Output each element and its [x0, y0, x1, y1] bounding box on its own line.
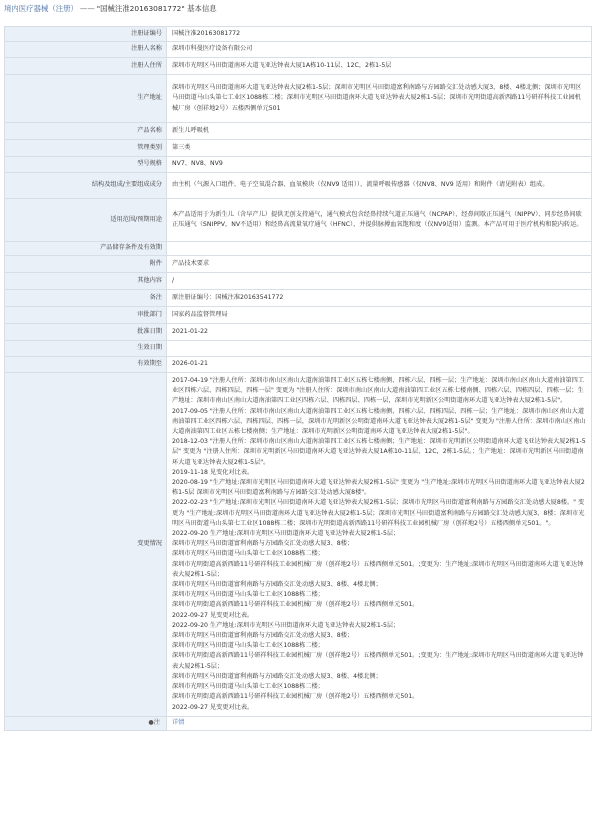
value-line: 国家药品监督管理局 [172, 310, 228, 318]
info-table [4, 26, 592, 731]
row-label: 审批部门 [5, 307, 167, 324]
row-value [167, 199, 592, 242]
value-line: 国械注准20163081772 [172, 29, 241, 37]
row-prod_addr [5, 75, 592, 123]
row-label: 变更情况 [5, 373, 167, 717]
row-label: 注册人住所 [5, 58, 167, 75]
value-line: 2022-09-20 生产地址:深圳市光明区马田街道南环大道飞亚达钟表大厦2栋1-5层； [172, 621, 400, 629]
value-line: 深圳市光明街道高新西路11号研祥科技工业园机械厂房（创祥地2号）五楼西侧单元501。;变更为：生产地址:深圳市光明区马田街道南环大道飞亚达钟表大厦2栋1-5层； [172, 652, 584, 670]
value-line: 深圳市光明区马田街道南环大道飞亚达钟表大厦2栋1-5层；深圳市光明区马田街道富利南路与方园路交汇处动感大厦3、8楼、4楼北侧；深圳市光明区马田街道马山头第七工业区1088栋二楼；深圳市光明区马田街道南环大道飞亚达钟表大厦2栋1-5层；深圳市光明街道高新西路11号研祥科技工业园机械厂房（创祥地2号）五楼西侧单元501 [172, 84, 582, 112]
row-registrant [5, 42, 592, 58]
row-address [5, 58, 592, 75]
row-value [167, 290, 592, 307]
row-label: 附件 [5, 256, 167, 273]
value-line: 2022-02-23 "生产地址:深圳市光明区马田街道南环大道飞亚达钟表大厦2栋1-5层；深圳市光明区马田街道富利南路与方园路交汇处动感大厦8楼。" 变更为 "生产地址:深圳市光明区马田街道南环大道飞亚达钟表大厦2栋1-5层；深圳市光明区马田街道富利南路与方园路交汇处动感大厦3、8楼；深圳市光明区马田街道马山头第七工业区1088栋二楼；深圳市光明街道高新西路11号研祥科技工业园机械厂房（创祥地2号）五楼西侧单元501。"。 [172, 499, 585, 527]
row-value [167, 58, 592, 75]
row-name [5, 123, 592, 140]
value-line: 2017-09-05 "注册人住所：深圳市南山区南山大道南油第四工业区五栋七楼南侧、四栋六层、四栋四层、四栋一层；生产地址：深圳市南山区南山大道南油第四工业区四栋六层、四栋四层、四栋一层，深圳市光明新区公明街道南环大道飞亚达钟表大厦2栋1-5层" 变更为 "注册人住所：深圳市南山区南山大道南油第四工业区五栋七楼南侧；生产地址：深圳市光明新区公明街道南环大道飞亚达钟表大厦2栋1-5层"。 [172, 407, 586, 436]
row-label: 注册人名称 [5, 42, 167, 58]
value-line: 产品技术要求 [172, 259, 210, 267]
value-line: 新生儿呼吸机 [172, 126, 210, 134]
value-line: 原注册证编号：国械注准20163541772 [172, 293, 284, 301]
row-value [167, 140, 592, 157]
row-value [167, 242, 592, 256]
value-line: 2026-01-21 [172, 360, 208, 368]
breadcrumb-root[interactable]: 境内医疗器械（注册） [4, 4, 78, 13]
row-class [5, 140, 592, 157]
value-line: 深圳市光明街道高新西路11号研祥科技工业园机械厂房（创祥地2号）五楼西侧单元501。;变更为：生产地址:深圳市光明区马田街道南环大道飞亚达钟表大厦2栋1-5层； [172, 560, 584, 578]
row-label: 生效日期 [5, 341, 167, 357]
value-line: 2019-11-18 见变化对比表。 [172, 468, 254, 476]
row-dept [5, 307, 592, 324]
row-value [167, 123, 592, 140]
row-model [5, 157, 592, 173]
value-line: 2020-08-19 "生产地址:深圳市光明区马田街道南环大道飞亚达钟表大厦2栋1-5层" 变更为 "生产地址:深圳市光明区马田街道南环大道飞亚达钟表大厦2栋1-5层 深圳市光明区马田街道富利南路与方园路交汇处动感大厦8楼"。 [172, 479, 585, 497]
row-value [167, 157, 592, 173]
value-line: 深圳市光明区马田街道马山头第七工业区1088栋二楼； [172, 683, 324, 691]
value-line: 2022-09-20 生产地址:深圳市光明区马田街道南环大道飞亚达钟表大厦2栋1-5层； [172, 530, 400, 538]
value-line: 深圳市光明区马田街道南环大道飞亚达钟表大厦1A栋10-11层、12C，2栋1-5层 [172, 61, 392, 69]
row-storage [5, 242, 592, 256]
row-label: 管理类别 [5, 140, 167, 157]
row-label: 生产地址 [5, 75, 167, 123]
row-label: 产品名称 [5, 123, 167, 140]
value-line: 2018-12-03 "注册人住所：深圳市南山区南山大道南油第四工业区五栋七楼南侧；生产地址：深圳市光明新区公明街道南环大道飞亚达钟表大厦2栋1-5层" 变更为 "注册人住所：深圳市光明新区马田街道南环大道飞亚达钟表大厦1A栋10-11层、12C，2栋1-5层。；生产地址：深圳市光明新区马田街道南环大道飞亚达钟表大厦2栋1-5层"。 [172, 438, 586, 466]
row-value [167, 324, 592, 341]
value-line: 第三类 [172, 143, 191, 151]
value-line: 由主机（气源入口组件、电子空氧混合器、血氧模块（仅NV9 适用））、流量呼吸传感器（仅NV8、NV9 适用）和附件（请见附表）组成。 [172, 181, 549, 189]
row-label: 适用范围/预期用途 [5, 199, 167, 242]
row-value [167, 373, 592, 717]
row-value [167, 75, 592, 123]
note-bullet: ●注 [148, 719, 160, 727]
row-label: 结构及组成/主要组成成分 [5, 173, 167, 199]
value-line: 2022-09-27 见变更对比表。 [172, 611, 254, 619]
row-value [167, 273, 592, 290]
page-title: "国械注准20163081772" 基本信息 [96, 4, 217, 13]
row-value [167, 42, 592, 58]
value-line: 深圳市光明街道高新西路11号研祥科技工业园机械厂房（创祥地2号）五楼西侧单元501。 [172, 601, 419, 609]
row-note [5, 290, 592, 307]
breadcrumb [0, 0, 595, 18]
row-approve [5, 324, 592, 341]
value-line: 深圳市光明区马田街道马山头第七工业区1088栋二楼； [172, 550, 324, 558]
row-attach [5, 256, 592, 273]
row-label: 备注 [5, 290, 167, 307]
value-line: 深圳市光明街道高新西路11号研祥科技工业园机械厂房（创祥地2号）五楼西侧单元501。 [172, 693, 419, 701]
row-value [167, 27, 592, 42]
value-line: 深圳市光明区马田街道富利南路与方园路交汇处动感大厦3、8楼、4楼北侧； [172, 581, 382, 589]
row-structure [5, 173, 592, 199]
row-label: 型号规格 [5, 157, 167, 173]
value-line: 深圳市光明区马田街道马山头第七工业区1088栋二楼； [172, 591, 324, 599]
row-label: 其他内容 [5, 273, 167, 290]
row-value [167, 256, 592, 273]
value-line: 深圳市光明区马田街道富利南路与方园路交汇处动感大厦3、8楼； [172, 540, 354, 548]
row-valid [5, 357, 592, 373]
value-line: 深圳市科曼医疗设备有限公司 [172, 45, 253, 53]
value-line: 2017-04-19 "注册人住所：深圳市南山区南山大道南油第四工业区五栋七楼南侧、四栋六层、四栋一层；生产地址：深圳市南山区南山大道南油第四工业区四栋六层、四栋四层、四栋一层" 变更为 "注册人住所：深圳市南山区南山大道南油第四工业区五栋七楼南侧、四栋六层、四栋四层、四栋一层；生产地址：深圳市南山区南山大道南油第四工业区四栋六层、四栋四层、四栋一层，深圳市光明新区公明街道南环大道飞亚达钟表大厦2栋1-5层"。 [172, 377, 585, 405]
detail-link[interactable]: 详情 [172, 719, 185, 727]
row-detail [5, 716, 592, 730]
row-reg_no [5, 27, 592, 42]
row-label: 有效期至 [5, 357, 167, 373]
value-line: 2022-09-27 见变更对比表。 [172, 703, 254, 711]
value-line: 本产品适用于为新生儿（含早产儿）提供无创支持通气，通气模式包含经鼻持续气道正压通气（NCPAP）、经鼻间歇正压通气（NIPPV）、同步经鼻间歇正压通气（SNIPPV，NV不适用）和经鼻高流量氧疗通气（HFNC），并提供脉搏血氧饱和度（仅NV9适用）监测。本产品可用于医疗机构和院内转运。 [172, 210, 583, 228]
row-label: 注册证编号 [5, 27, 167, 42]
row-label: 产品储存条件及有效期 [5, 242, 167, 256]
detail-cell [167, 716, 592, 730]
row-value [167, 357, 592, 373]
row-changes [5, 373, 592, 717]
row-label: 批准日期 [5, 324, 167, 341]
row-issue [5, 341, 592, 357]
breadcrumb-separator: —— [79, 4, 95, 13]
row-value [167, 173, 592, 199]
value-line: 深圳市光明区马田街道富利南路与方园路交汇处动感大厦3、8楼、4楼北侧； [172, 672, 382, 680]
value-line: NV7、NV8、NV9 [172, 160, 223, 168]
info-table-body [5, 27, 592, 731]
row-value [167, 307, 592, 324]
value-line: / [172, 276, 175, 284]
value-line: 深圳市光明区马田街道富利南路与方园路交汇处动感大厦3、8楼； [172, 632, 354, 640]
row-scope [5, 199, 592, 242]
row-value [167, 341, 592, 357]
value-line: 深圳市光明区马田街道马山头第七工业区1088栋二楼； [172, 642, 324, 650]
detail-label [5, 716, 167, 730]
value-line: 2021-01-22 [172, 327, 208, 335]
row-other [5, 273, 592, 290]
info-table-wrap [4, 26, 592, 731]
